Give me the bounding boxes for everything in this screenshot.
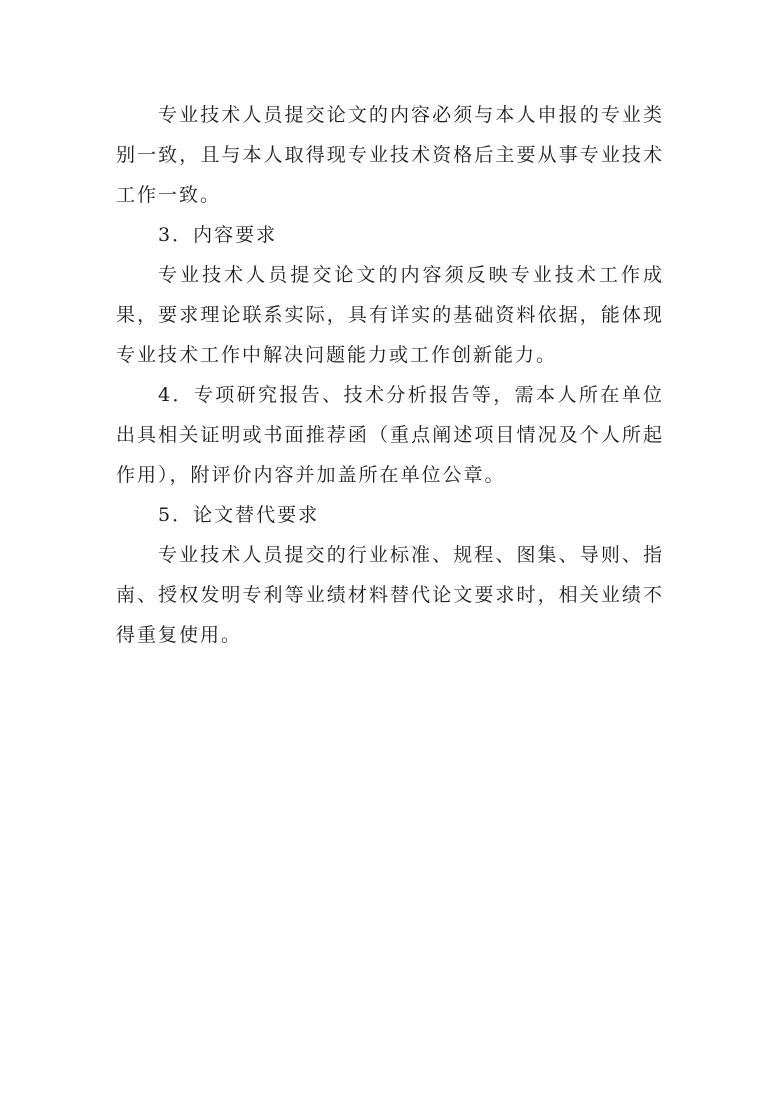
paragraph-requirement-consistency: 专业技术人员提交论文的内容必须与本人申报的专业类别一致，且与本人取得现专业技术资格后主要从事专业技术工作一致。 xyxy=(116,104,664,206)
heading-content-requirements: 3．内容要求 xyxy=(158,224,278,246)
document-body xyxy=(116,95,664,655)
paragraph-content-requirements: 专业技术人员提交论文的内容须反映专业技术工作成果，要求理论联系实际，具有详实的基础资料依据，能体现专业技术工作中解决问题能力或工作创新能力。 xyxy=(116,264,664,366)
paragraph-paper-substitution: 专业技术人员提交的行业标准、规程、图集、导则、指南、授权发明专利等业绩材料替代论文要求时，相关业绩不得重复使用。 xyxy=(116,544,664,646)
paragraph-special-reports: 4．专项研究报告、技术分析报告等，需本人所在单位出具相关证明或书面推荐函（重点阐述项目情况及个人所起作用），附评价内容并加盖所在单位公章。 xyxy=(116,384,664,486)
heading-paper-substitution: 5．论文替代要求 xyxy=(158,504,320,526)
